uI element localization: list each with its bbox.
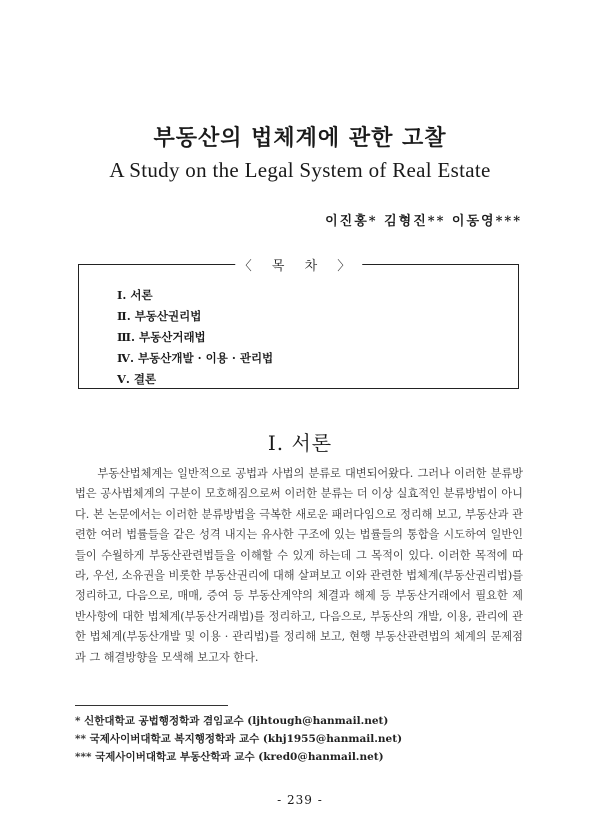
body-paragraph: 부동산법체계는 일반적으로 공법과 사법의 분류로 대변되어왔다. 그러나 이러한 분류방법은 공사법체계의 구분이 모호해짐으로써 이러한 분류는 더 이상 실효적인 분류방법이 아니다. 본 논문에서는 이러한 분류방법을 극복한 새로운 패러다임으로 정리해 보고, 부동산과 관련한 여러 법률들을 같은 성격 내지는 유사한 구조에 있는 법률들의 통합을 시도하여 일반인들이 수월하게 부동산관련법들을 이해할 수 있게 하는데 그 목적이 있다. 이러한 목적에 따라, 우선, 소유권을 비롯한 부동산권리에 대해 살펴보고 이와 관련한 법체계(부동산권리법)를 정리하고, 다음으로, 매매, 증여 등 부동산계약의 체결과 해제 등 부동산거래에서 필요한 제반사항에 대한 법체계(부동산거래법)를 정리하고, 다음으로, 부동산의 개발, 이용, 관리에 관한 법체계(부동산개발 및 이용 · 관리법)를 정리해 보고, 현행 부동산관련법의 체계의 문제점과 그 해결방향을 모색해 보고자 한다. bbox=[75, 467, 523, 664]
footnote-1: * 신한대학교 공법행정학과 겸임교수 (ljhtough@hanmail.net) bbox=[75, 715, 389, 727]
toc-item-development-use-management-law: Ⅳ. 부동산개발 · 이용 · 관리법 bbox=[117, 351, 274, 365]
footnote-divider bbox=[75, 705, 228, 706]
section-heading-introduction: Ⅰ. 서론 bbox=[267, 431, 333, 455]
toc-item-property-rights-law: Ⅱ. 부동산권리법 bbox=[117, 309, 202, 323]
toc-item-property-transaction-law: Ⅲ. 부동산거래법 bbox=[117, 330, 206, 344]
footnotes bbox=[75, 712, 402, 766]
toc-item-conclusion: Ⅴ. 결론 bbox=[117, 372, 157, 386]
body-text bbox=[75, 464, 523, 668]
paper-title-korean: 부동산의 법체계에 관한 고찰 bbox=[153, 125, 447, 151]
toc-title: 〈 목 차 〉 bbox=[235, 255, 363, 274]
authors: 이진홍* 김형진** 이동영*** bbox=[325, 214, 522, 229]
page-number: - 239 - bbox=[277, 793, 323, 807]
table-of-contents bbox=[78, 259, 519, 389]
toc-list bbox=[117, 285, 273, 390]
toc-item-introduction: Ⅰ. 서론 bbox=[117, 288, 153, 302]
footnote-2: ** 국제사이버대학교 복지행정학과 교수 (khj1955@hanmail.net) bbox=[75, 733, 403, 745]
paper-title-english: A Study on the Legal System of Real Estate bbox=[109, 158, 491, 182]
footnote-3: *** 국제사이버대학교 부동산학과 교수 (kred0@hanmail.net) bbox=[75, 751, 384, 763]
